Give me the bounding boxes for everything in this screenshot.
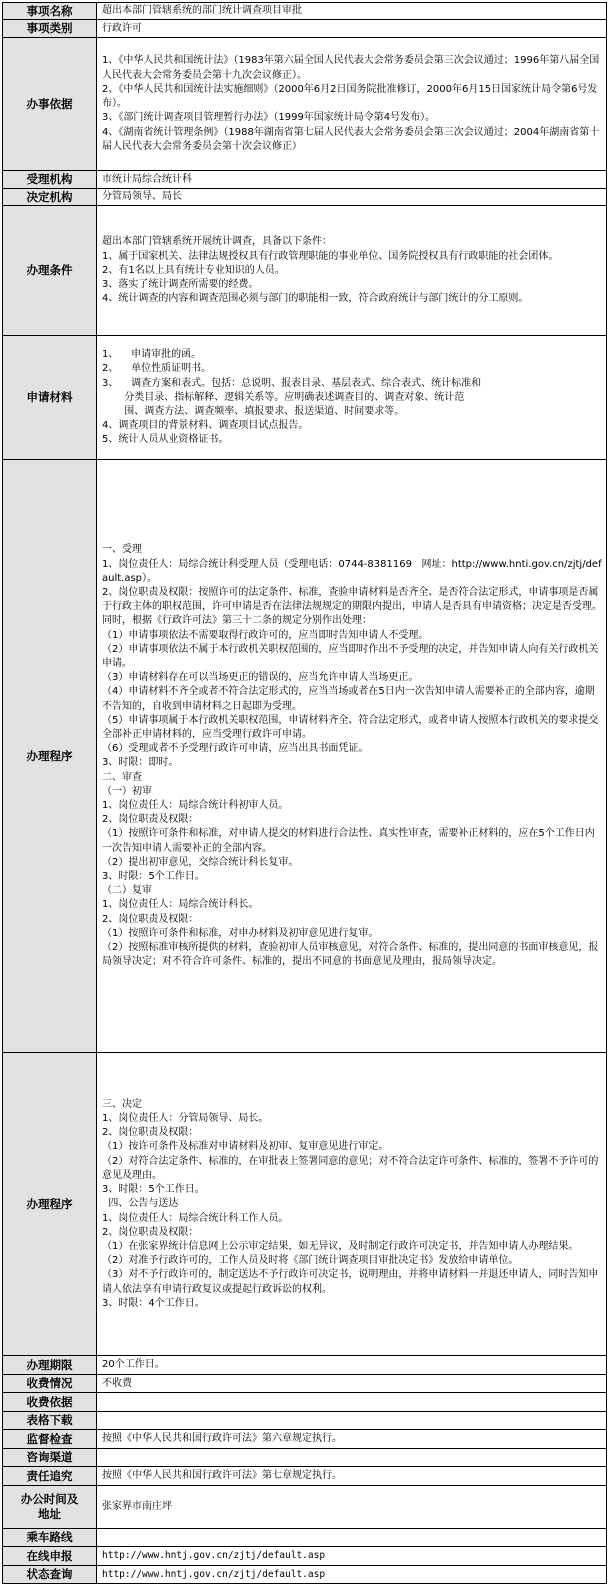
label-status-query: 状态查询 [3,1566,97,1584]
row-accountability [3,1467,607,1486]
value-conditions: 超出本部门管辖系统开展统计调查，具备以下条件： 1、属于国家机关、法律法规授权具有行政管理职能的事业单位、国务院授权具有行政职能的社会团体。 2、有1名以上具有统计专业知识的人员。 3、落实了统计调查所需要的经费。 4、统计调查的内容和调查范围必须与部门的职能相一致，符合政府统计与部门统计的分工原则。 [97,206,607,336]
row-deciding-agency [3,189,607,206]
value-fee-basis [97,1393,607,1412]
value-form-download [97,1412,607,1430]
label-fee: 收费情况 [3,1375,97,1393]
value-procedure-1: 一、受理 1、岗位责任人：局综合统计科受理人员（受理电话：0744-8381169 网址：http://www.hnti.gov.cn/zjtj/default.asp）。 2、岗位职责及权限：按照许可的法定条件、标准，查验申请材料是否齐全、是否符合法定形式，申请事项是否属于行政主体的职权范围，许可申请是否在法律法规规定的期限内提出，申请人是否具有申请资格；决定是否受理。同时，根据《行政许可法》第三十二条的规定分别作出处理： （1）申请事项依法不需要取得行政许可的，应当即时告知申请人不受理。 （2）申请事项依法不属于本行政机关职权范围的，应当即时作出不予受理的决定，并告知申请人向有关行政机关申请。 （3）申请材料存在可以当场更正的错误的，应当允许申请人当场更正。 （4）申请材料不齐全或者不符合法定形式的，应当当场或者在5日内一次告知申请人需要补正的全部内容，逾期不告知的，自收到申请材料之日起即为受理。 （5）申请事项属于本行政机关职权范围，申请材料齐全、符合法定形式，或者申请人按照本行政机关的要求提交全部补正申请材料的，应当受理行政许可申请。 （6）受理或者不予受理行政许可申请，应当出具书面凭证。 3、时限：即时。 二、审查 （一）初审 1、岗位责任人：局综合统计科初审人员。 2、岗位职责及权限： （1）按照许可条件和标准，对申请人提交的材料进行合法性、真实性审查，需要补正材料的，应在5个工作日内一次告知申请人需要补正的全部内容。 （2）提出初审意见，交综合统计科长复审。 3、时限：5个工作日。 （二）复审 1、岗位责任人：局综合统计科长。 2、岗位职责及权限： （1）按照许可条件和标准，对申办材料及初审意见进行复审。 （2）按照标准审核所提供的材料，查验初审人员审核意见，对符合条件、标准的，提出同意的书面审核意见，报局领导决定；对不符合许可条件、标准的，提出不同意的书面意见及理由，报局领导决定。 [97,460,607,1053]
row-procedure-1 [3,460,607,1053]
value-procedure-2: 三、决定 1、岗位责任人：分管局领导、局长。 2、岗位职责及权限： （1）按许可条件及标准对申请材料及初审、复审意见进行审定。 （2）对符合法定条件、标准的，在审批表上签署同意的意见；对不符合法定许可条件、标准的，签署不予许可的意见及理由。 3、时限：5个工作日。 四、公告与送达 1、岗位责任人：局综合统计科工作人员。 2、岗位职责及权限： （1）在张家界统计信息网上公示审定结果，如无异议，及时制定行政许可决定书，并告知申请人办理结果。 （2）对准予行政许可的，工作人员及时将《部门统计调查项目审批决定书》发放给申请单位。 （3）对不予行政许可的，制定送达不予行政许可决定书，说明理由，并将申请材料一并退还申请人，同时告知申请人依法享有申请行政复议或提起行政诉讼的权利。 3、时限：4个工作日。 [97,1053,607,1356]
row-legal-basis [3,38,607,171]
label-online-application: 在线申报 [3,1547,97,1566]
row-office-hours-address [3,1486,607,1529]
value-materials: 1、 申请审批的函。 2、 单位性质证明书。 3、 调查方案和表式。包括：总说明、报表目录、基层表式、综合表式、统计标准和 分类目录、指标解释、逻辑关系等。应明确表述调查目的、调查对象、统计范 围、调查方法、调查频率、填报要求、报送渠道、时间要求等。 4、调查项目的背景材料、调查项目试点报告。 5、统计人员从业资格证书。 [97,336,607,460]
value-legal-basis: 1、《中华人民共和国统计法》（1983年第六届全国人民代表大会常务委员会第三次会议通过；1996年第八届全国人民代表大会常务委员会第十九次会议修正）。 2、《中华人民共和国统计法实施细则》（2000年6月2日国务院批准修订，2000年6月15日国家统计局令第6号发布）。 3、《部门统计调查项目管理暂行办法》（1999年国家统计局令第4号发布）。 4、《湖南省统计管理条例》（1988年湖南省第七届人民代表大会常务委员会第三次会议通过；2004年湖南省第十届人民代表大会常务委员会第十次会议修正） [97,38,607,171]
row-status-query [3,1566,607,1584]
value-consultation [97,1449,607,1467]
label-accountability: 责任追究 [3,1467,97,1486]
value-fee: 不收费 [97,1375,607,1393]
row-bus-route [3,1529,607,1547]
row-item-name [3,3,607,20]
value-item-category: 行政许可 [97,20,607,38]
label-fee-basis: 收费依据 [3,1393,97,1412]
row-supervision [3,1430,607,1449]
value-office-hours-address: 张家界市南庄坪 [97,1486,607,1529]
row-fee [3,1375,607,1393]
label-supervision: 监督检查 [3,1430,97,1449]
label-form-download: 表格下载 [3,1412,97,1430]
label-item-category: 事项类别 [3,20,97,38]
value-supervision: 按照《中华人民共和国行政许可法》第六章规定执行。 [97,1430,607,1449]
label-legal-basis: 办事依据 [3,38,97,171]
label-bus-route: 乘车路线 [3,1529,97,1547]
label-procedure-1: 办理程序 [3,460,97,1053]
value-deciding-agency: 分管局领导、局长 [97,189,607,206]
label-accepting-agency: 受理机构 [3,171,97,189]
row-item-category [3,20,607,38]
label-consultation: 咨询渠道 [3,1449,97,1467]
row-conditions [3,206,607,336]
approval-info-table [2,2,607,1584]
value-bus-route [97,1529,607,1547]
label-conditions: 办理条件 [3,206,97,336]
status-query-link[interactable]: http://www.hntj.gov.cn/zjtj/default.asp [97,1566,607,1584]
value-accepting-agency: 市统计局综合统计科 [97,171,607,189]
label-materials: 申请材料 [3,336,97,460]
value-time-limit: 20个工作日。 [97,1356,607,1375]
row-form-download [3,1412,607,1430]
label-office-hours-address: 办公时间及地址 [3,1486,97,1529]
label-procedure-2: 办理程序 [3,1053,97,1356]
label-time-limit: 办理期限 [3,1356,97,1375]
label-item-name: 事项名称 [3,3,97,20]
value-item-name: 超出本部门管辖系统的部门统计调查项目审批 [97,3,607,20]
row-procedure-2 [3,1053,607,1356]
row-accepting-agency [3,171,607,189]
online-application-link[interactable]: http://www.hntj.gov.cn/zjtj/default.asp [97,1547,607,1566]
label-deciding-agency: 决定机构 [3,189,97,206]
row-time-limit [3,1356,607,1375]
row-fee-basis [3,1393,607,1412]
row-online-application [3,1547,607,1566]
value-accountability: 按照《中华人民共和国行政许可法》第七章规定执行。 [97,1467,607,1486]
row-consultation [3,1449,607,1467]
row-materials [3,336,607,460]
